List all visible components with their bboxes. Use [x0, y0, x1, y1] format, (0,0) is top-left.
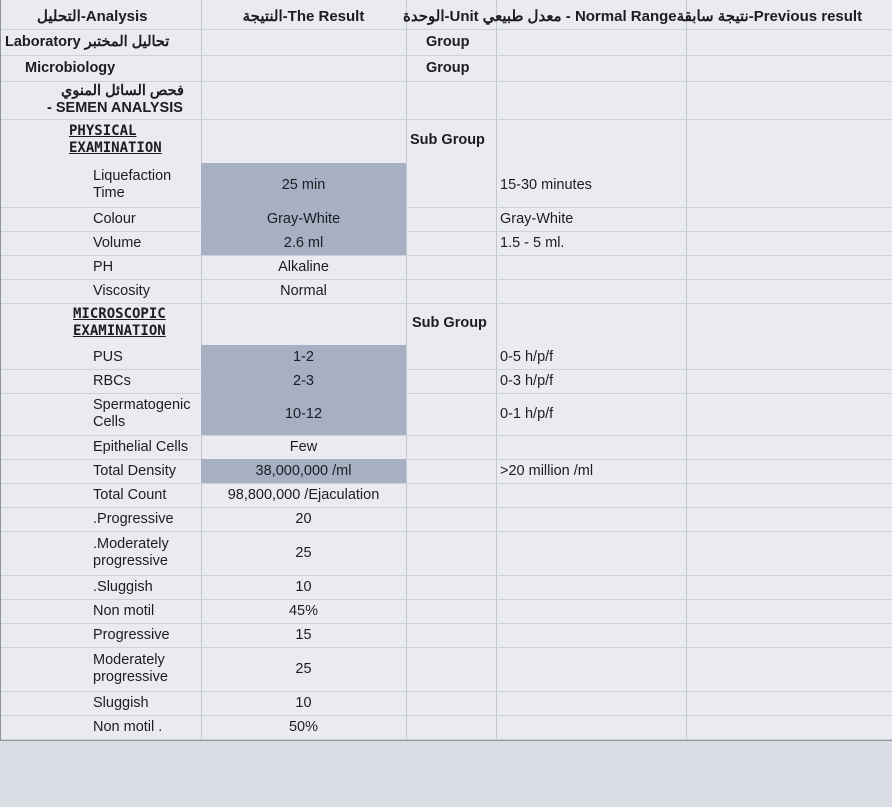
test-result: 50% [288, 718, 319, 735]
test-result: Alkaline [278, 258, 329, 275]
normal-range: 1.5 - 5 ml. [500, 234, 565, 251]
normal-range [496, 623, 686, 647]
test-name: Sluggish [93, 694, 149, 711]
row-divider [1, 739, 892, 740]
table-row [1, 163, 892, 207]
normal-range [496, 715, 686, 739]
title-row-semen [1, 82, 892, 118]
table-row [1, 715, 892, 739]
normal-range [496, 279, 686, 303]
test-result: 45% [288, 602, 319, 619]
table-row [1, 207, 892, 231]
normal-range [496, 483, 686, 507]
test-result: 15 [295, 626, 312, 643]
table-row [1, 691, 892, 715]
test-name: Spermatogenic Cells [93, 397, 191, 430]
semen-analysis-arabic: فحص السائل المنوي [61, 83, 184, 99]
header-analysis: التحليل-Analysis [37, 8, 148, 25]
microscopic-section-row [1, 303, 892, 343]
sub-group-label: Sub Group [410, 131, 485, 148]
test-result: 25 min [201, 163, 406, 207]
table-row [1, 255, 892, 279]
header-row [1, 4, 892, 28]
normal-range: 0-3 h/p/f [500, 372, 554, 389]
header-unit: الوحدة-Unit [403, 8, 479, 25]
test-name: Progressive [93, 626, 170, 643]
normal-range: 0-1 h/p/f [500, 405, 554, 422]
test-name: Non motil . [93, 718, 163, 735]
title-row-laboratory [1, 30, 892, 54]
test-result: 2.6 ml [201, 231, 406, 255]
header-unit-normal-previous [401, 4, 892, 28]
normal-range [496, 647, 686, 691]
table-row [1, 393, 892, 435]
test-result: 1-2 [201, 345, 406, 369]
normal-range [496, 599, 686, 623]
test-name: .Progressive [93, 510, 174, 527]
test-name: Epithelial Cells [93, 438, 189, 455]
table-row [1, 279, 892, 303]
normal-range: 15-30 minutes [500, 176, 592, 193]
title-row-microbiology [1, 56, 892, 80]
test-name: .Moderately progressive [93, 536, 169, 569]
table-row [1, 369, 892, 393]
test-name: Liquefaction Time [93, 168, 172, 201]
test-name: Viscosity [93, 282, 150, 299]
header-previous: نتيجة سابقة-Previous result [676, 8, 863, 25]
test-result: 2-3 [201, 369, 406, 393]
table-row [1, 623, 892, 647]
test-result: 25 [295, 660, 312, 677]
test-result: 25 [295, 544, 312, 561]
test-name: PH [93, 258, 114, 275]
test-result: Few [289, 438, 318, 455]
physical-section-row [1, 120, 892, 160]
laboratory-label: Laboratory تحاليل المختبر [5, 33, 170, 50]
table-row [1, 531, 892, 575]
header-result: النتيجة-The Result [242, 8, 365, 25]
table-row [1, 483, 892, 507]
test-result: 20 [295, 510, 312, 527]
normal-range: 0-5 h/p/f [500, 348, 554, 365]
table-row [1, 435, 892, 459]
test-name: .Sluggish [93, 578, 153, 595]
sub-group-label: Sub Group [412, 314, 487, 331]
table-row [1, 507, 892, 531]
semen-analysis-english: - SEMEN ANALYSIS [47, 100, 183, 116]
normal-range [496, 575, 686, 599]
test-result: 10 [295, 578, 312, 595]
table-row [1, 575, 892, 599]
test-result: Normal [280, 282, 327, 299]
table-row [1, 345, 892, 369]
test-name: PUS [93, 348, 123, 365]
normal-range [496, 435, 686, 459]
normal-range [496, 507, 686, 531]
test-result: 10-12 [201, 393, 406, 435]
table-row [1, 231, 892, 255]
test-name: RBCs [93, 372, 131, 389]
microbiology-label: Microbiology [25, 59, 116, 76]
normal-range: Gray-White [500, 210, 574, 227]
test-name: Total Density [93, 462, 177, 479]
test-result: 98,800,000 /Ejaculation [227, 486, 380, 503]
table-row [1, 599, 892, 623]
normal-range [496, 255, 686, 279]
test-result: 10 [295, 694, 312, 711]
header-normal: معدل طبيعي - Normal Range [482, 8, 677, 25]
normal-range: >20 million /ml [500, 462, 594, 479]
group-label: Group [426, 59, 470, 76]
normal-range [496, 531, 686, 575]
normal-range [496, 691, 686, 715]
test-result: Gray-White [201, 207, 406, 231]
table-row [1, 459, 892, 483]
test-name: Total Count [93, 486, 167, 503]
physical-examination-heading: PHYSICAL EXAMINATION [69, 123, 162, 156]
group-label: Group [426, 33, 470, 50]
table-row [1, 647, 892, 691]
test-name: Moderately progressive [93, 652, 168, 685]
semen-analysis-label [1, 82, 201, 118]
test-name: Colour [93, 210, 136, 227]
microscopic-examination-heading: MICROSCOPIC EXAMINATION [73, 306, 166, 339]
test-name: Volume [93, 234, 142, 251]
test-name: Non motil [93, 602, 155, 619]
test-result: 38,000,000 /ml [201, 459, 406, 483]
